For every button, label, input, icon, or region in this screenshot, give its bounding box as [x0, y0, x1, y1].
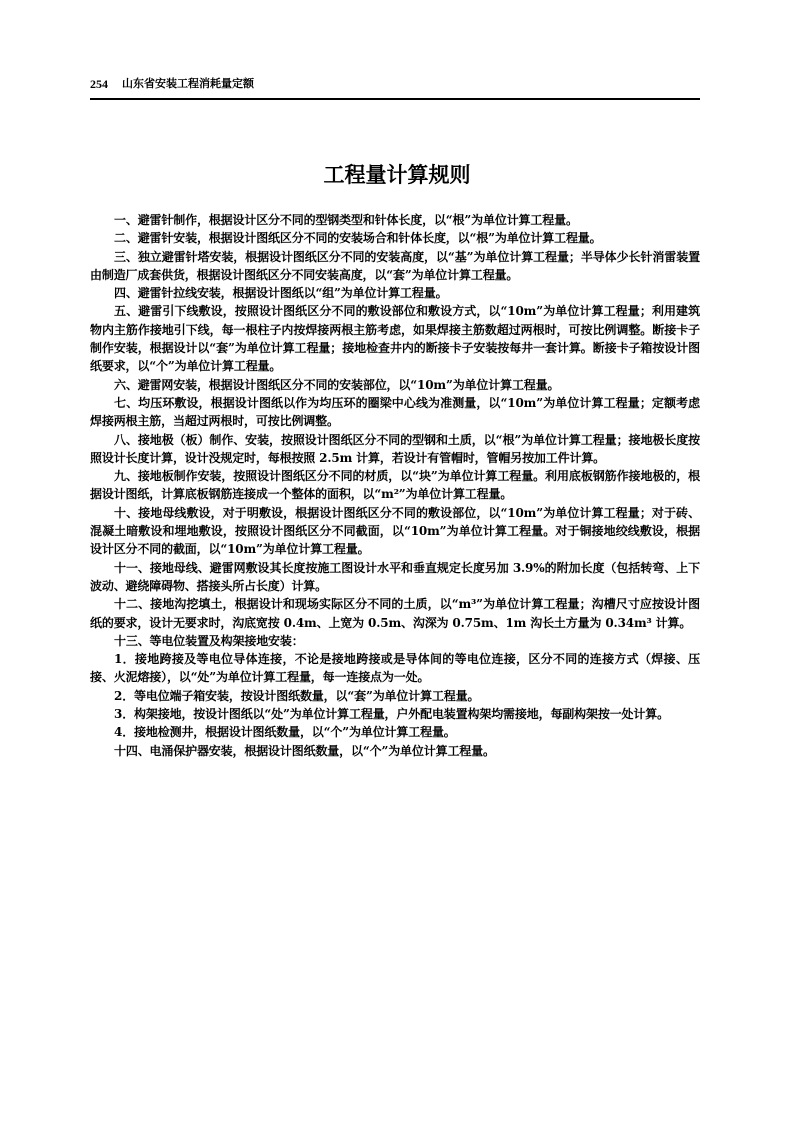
book-title: 山东省安装工程消耗量定额 — [122, 77, 254, 90]
page-number: 254 — [90, 77, 108, 91]
rule-paragraph: 八、接地极（板）制作、安装，按照设计图纸区分不同的型钢和土质，以“根”为单位计算工程量；接地极长度按照设计长度计算，设计没规定时，每根按照 2.5m 计算，若设计有管帽时，管帽另按加工件计算。 — [90, 432, 700, 465]
rule-subitem: 2．等电位端子箱安装，按设计图纸数量，以“套”为单位计算工程量。 — [114, 688, 480, 703]
rule-paragraph: 六、避雷网安装，根据设计图纸区分不同的安装部位，以“10m”为单位计算工程量。 — [114, 377, 560, 392]
rule-paragraph: 十二、接地沟挖填土，根据设计和现场实际区分不同的土质，以“m³”为单位计算工程量；沟槽尺寸应按设计图纸的要求，设计无要求时，沟底宽按 0.4m、上宽为 0.5m、沟深为 0.75m、1m 沟长土方量为 0.34m³ 计算。 — [90, 597, 700, 630]
rule-paragraph: 五、避雷引下线敷设，按照设计图纸区分不同的敷设部位和敷设方式，以“10m”为单位计算工程量；利用建筑物内主筋作接地引下线，每一根柱子内按焊接两根主筋考虑，如果焊接主筋数超过两根时，可按比例调整。断接卡子制作安装，根据设计以“套”为单位计算工程量；接地检查井内的断接卡子安装按每井一套计算。断接卡子箱按设计图纸要求，以“个”为单位计算工程量。 — [90, 304, 700, 374]
page-title: 工程量计算规则 — [323, 163, 471, 187]
rule-subitem: 1．接地跨接及等电位导体连接，不论是接地跨接或是导体间的等电位连接，区分不同的连接方式（焊接、压接、火泥熔接），以“处”为单位计算工程量，每一连接点为一处。 — [90, 652, 700, 685]
rule-paragraph: 十一、接地母线、避雷网敷设其长度按施工图设计水平和垂直规定长度另加 3.9%的附加长度（包括转弯、上下波动、避绕障碍物、搭接头所占长度）计算。 — [90, 560, 700, 593]
rules-body — [90, 211, 700, 760]
rule-paragraph: 十、接地母线敷设，对于明敷设，根据设计图纸区分不同的敷设部位，以“10m”为单位计算工程量；对于砖、混凝土暗敷设和埋地敷设，按照设计图纸区分不同截面，以“10m”为单位计算工程量。对于铜接地绞线敷设，根据设计区分不同的截面，以“10m”为单位计算工程量。 — [90, 505, 700, 557]
rule-paragraph: 十三、等电位装置及构架接地安装： — [114, 633, 304, 648]
rule-paragraph: 七、均压环敷设，根据设计图纸以作为均压环的圈梁中心线为准测量，以“10m”为单位计算工程量；定额考虑焊接两根主筋，当超过两根时，可按比例调整。 — [90, 395, 700, 429]
rule-paragraph: 三、独立避雷针塔安装，根据设计图纸区分不同的安装高度，以“基”为单位计算工程量；半导体少长针消雷装置由制造厂成套供货，根据设计图纸区分不同安装高度，以“套”为单位计算工程量。 — [90, 249, 700, 282]
rule-subitem: 4．接地检测井，根据设计图纸数量，以“个”为单位计算工程量。 — [114, 725, 456, 740]
rule-paragraph: 九、接地板制作安装，按照设计图纸区分不同的材质，以“块”为单位计算工程量。利用底板钢筋作接地极的，根据设计图纸，计算底板钢筋连接成一个整体的面积，以“m²”为单位计算工程量。 — [90, 469, 700, 502]
rule-paragraph: 四、避雷针拉线安装，根据设计图纸以“组”为单位计算工程量。 — [114, 286, 448, 301]
rule-subitem: 3．构架接地，按设计图纸以“处”为单位计算工程量，户外配电装置构架均需接地，每副构架按一处计算。 — [114, 707, 669, 722]
rule-paragraph: 二、避雷针安装，根据设计图纸区分不同的安装场合和针体长度，以“根”为单位计算工程量。 — [114, 231, 602, 246]
rule-paragraph: 十四、电涌保护器安装，根据设计图纸数量，以“个”为单位计算工程量。 — [114, 743, 495, 758]
running-header — [90, 76, 700, 100]
rule-paragraph: 一、避雷针制作，根据设计区分不同的型钢类型和针体长度，以“根”为单位计算工程量。 — [114, 213, 578, 227]
